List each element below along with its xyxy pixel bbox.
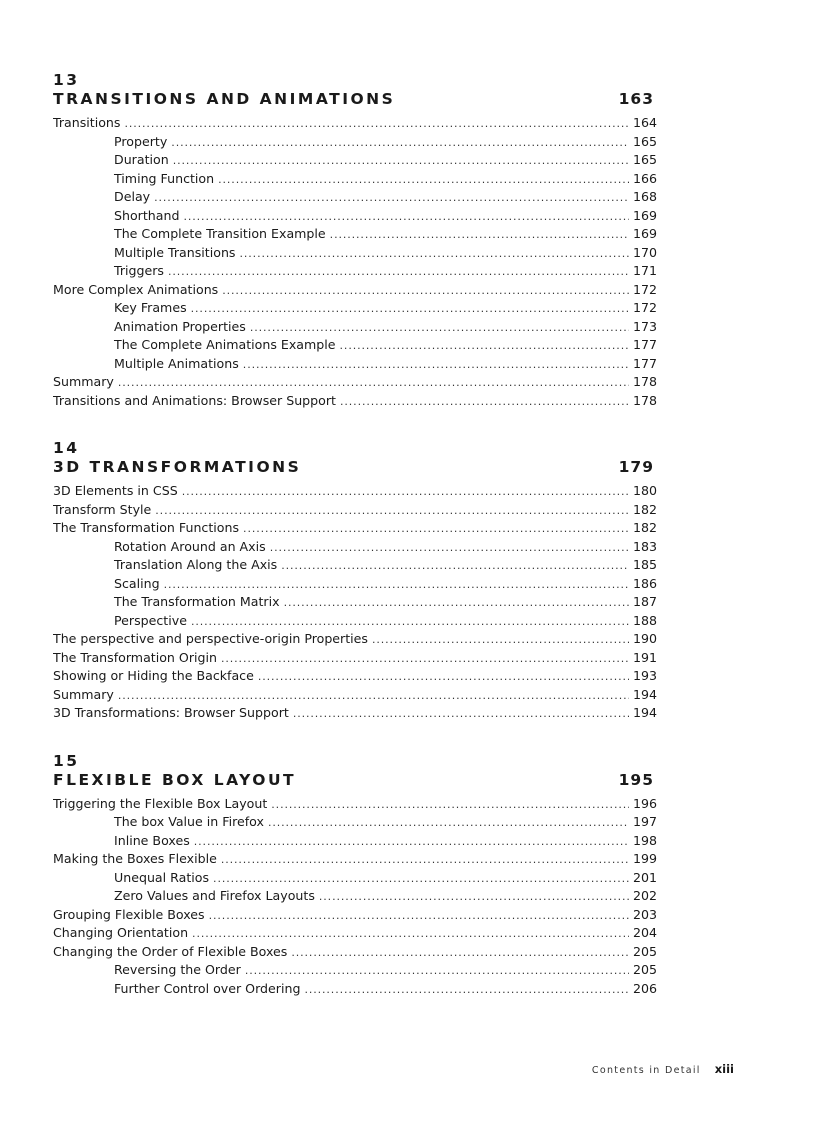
toc-entry-title: The Transformation Functions [53,520,240,535]
toc-entry-title: More Complex Animations [53,281,219,297]
dot-leader [250,319,629,337]
toc-entry-page: 205 [632,943,657,959]
toc-entry-title: Transform Style [53,501,152,517]
toc-entry-title: The Complete Transition Example [114,226,326,241]
dot-leader [245,962,629,980]
toc-entry [53,704,657,723]
toc-entry-title: Changing the Order of Flexible Boxes [53,943,288,959]
dot-leader [243,520,629,538]
toc-entry [53,482,657,501]
chapter-section [53,753,657,999]
chapter-title: TRANSITIONS AND ANIMATIONS [53,90,396,108]
toc-subentry [53,188,657,207]
toc-entry-list [53,482,657,723]
dot-leader [194,833,629,851]
toc-subentry [53,225,657,244]
dot-leader [182,483,629,501]
toc-entry-page: 185 [632,557,657,572]
chapter-title: FLEXIBLE BOX LAYOUT [53,770,297,789]
chapter-page-number: 163 [618,90,654,108]
toc-entry [53,795,657,814]
toc-entry [53,667,657,686]
toc-entry-page: 168 [632,189,657,204]
chapter-page-number: 195 [618,770,654,789]
chapter-title: 3D TRANSFORMATIONS [53,458,302,476]
toc-entry-title: The Complete Animations Example [114,337,336,352]
toc-entry-page: 196 [632,795,657,811]
dot-leader [240,245,629,263]
toc-subentry [53,151,657,170]
dot-leader [154,189,629,207]
dot-leader [319,888,629,906]
page-number: xiii [714,1062,734,1076]
toc-entry-page: 165 [632,152,657,167]
dot-leader [271,796,629,814]
toc-entry-title: The perspective and perspective-origin Properties [53,631,368,646]
toc-entry-page: 169 [632,207,657,223]
toc-subentry [53,355,657,374]
toc-entry-title: Reversing the Order [114,962,241,977]
dot-leader [340,337,629,355]
toc-entry-page: 169 [632,226,657,241]
toc-entry-page: 186 [632,575,657,591]
dot-leader [258,668,629,686]
toc-entry-title: Grouping Flexible Boxes [53,906,205,922]
toc-subentry [53,262,657,281]
toc-entry [53,630,657,649]
toc-entry-page: 180 [632,483,657,498]
toc-entry-title: Scaling [114,575,160,591]
toc-entry-title: Inline Boxes [114,832,190,848]
dot-leader [171,134,629,152]
toc-entry [53,519,657,538]
dot-leader [243,356,629,374]
toc-entry-title: 3D Elements in CSS [53,483,178,498]
chapter-number: 14 [53,439,80,457]
toc-entry-page: 177 [632,337,657,352]
toc-entry-title: Showing or Hiding the Backface [53,668,254,683]
toc-entry-title: Triggers [114,263,164,278]
dot-leader [291,944,629,962]
toc-entry-title: Further Control over Ordering [114,980,301,996]
toc-entry-title: Animation Properties [114,318,246,334]
toc-entry-title: Delay [114,189,151,204]
page-footer [592,1062,734,1076]
toc-subentry [53,887,657,906]
toc-subentry [53,980,657,999]
table-of-contents [53,72,657,1028]
toc-entry [53,114,657,133]
toc-entry-page: 183 [632,538,657,554]
toc-entry-title: The Transformation Origin [53,649,217,665]
toc-subentry [53,244,657,263]
toc-entry-page: 194 [632,705,657,720]
dot-leader [118,687,629,705]
dot-leader [330,226,629,244]
toc-entry-title: Duration [114,152,169,167]
toc-entry [53,906,657,925]
chapter-section [53,440,657,723]
chapter-page-number: 179 [618,458,654,476]
toc-entry-title: 3D Transformations: Browser Support [53,705,289,720]
toc-subentry [53,299,657,318]
toc-entry-page: 194 [632,686,657,702]
dot-leader [213,870,629,888]
toc-entry-page: 193 [632,668,657,683]
toc-subentry [53,612,657,631]
toc-entry-title: Shorthand [114,207,180,223]
toc-entry [53,850,657,869]
toc-entry-title: Transitions and Animations: Browser Support [53,392,336,408]
toc-subentry [53,813,657,832]
toc-entry-title: Multiple Transitions [114,244,236,260]
toc-entry-title: Transitions [53,115,121,130]
toc-entry-page: 166 [632,170,657,186]
toc-entry-page: 187 [632,594,657,609]
toc-entry-title: Triggering the Flexible Box Layout [53,795,268,811]
toc-entry-list [53,114,657,410]
dot-leader [221,650,629,668]
toc-entry-title: Multiple Animations [114,355,239,371]
toc-entry [53,281,657,300]
toc-subentry [53,556,657,575]
toc-entry [53,373,657,392]
toc-entry-page: 173 [632,318,657,334]
toc-entry [53,649,657,668]
dot-leader [281,557,629,575]
toc-entry-page: 171 [632,263,657,278]
toc-entry-page: 170 [632,244,657,260]
toc-subentry [53,575,657,594]
toc-entry-title: Summary [53,374,114,389]
toc-subentry [53,538,657,557]
toc-entry-page: 201 [632,869,657,885]
toc-entry-page: 197 [632,814,657,829]
toc-entry-title: Translation Along the Axis [114,557,278,572]
dot-leader [372,631,629,649]
toc-subentry [53,961,657,980]
toc-entry-title: The box Value in Firefox [114,814,264,829]
toc-entry-page: 182 [632,501,657,517]
dot-leader [221,851,629,869]
toc-subentry [53,593,657,612]
dot-leader [284,594,629,612]
toc-entry [53,501,657,520]
dot-leader [270,539,629,557]
dot-leader [192,925,629,943]
dot-leader [173,152,629,170]
toc-subentry [53,318,657,337]
toc-entry-title: Making the Boxes Flexible [53,851,217,866]
dot-leader [268,814,629,832]
toc-subentry [53,832,657,851]
toc-entry-page: 177 [632,355,657,371]
dot-leader [191,613,629,631]
dot-leader [209,907,629,925]
toc-entry-page: 199 [632,851,657,866]
toc-entry-page: 165 [632,133,657,149]
chapter-number: 15 [53,751,80,770]
dot-leader [183,208,628,226]
toc-subentry [53,170,657,189]
toc-entry-page: 190 [632,631,657,646]
toc-subentry [53,869,657,888]
toc-entry-page: 204 [632,925,657,940]
dot-leader [118,374,629,392]
toc-entry-title: The Transformation Matrix [114,594,280,609]
toc-entry-page: 182 [632,520,657,535]
dot-leader [340,393,629,411]
toc-entry-title: Property [114,133,168,149]
toc-entry-page: 188 [632,612,657,628]
toc-entry-title: Timing Function [114,170,215,186]
toc-entry-page: 202 [632,888,657,903]
toc-entry-page: 206 [632,980,657,996]
dot-leader [164,576,629,594]
chapter-section [53,72,657,410]
toc-entry-page: 191 [632,649,657,665]
toc-entry-title: Changing Orientation [53,925,189,940]
dot-leader [155,502,629,520]
toc-entry-page: 178 [632,392,657,408]
dot-leader [293,705,629,723]
toc-subentry [53,133,657,152]
toc-entry-page: 205 [632,962,657,977]
toc-subentry [53,336,657,355]
toc-entry [53,392,657,411]
dot-leader [191,300,629,318]
dot-leader [304,981,629,999]
toc-entry-page: 172 [632,281,657,297]
toc-entry [53,686,657,705]
chapter-number: 13 [53,71,80,89]
toc-entry-title: Zero Values and Firefox Layouts [114,888,315,903]
chapter-heading [53,90,657,110]
toc-entry-title: Summary [53,686,114,702]
toc-subentry [53,207,657,226]
dot-leader [124,115,628,133]
toc-entry [53,943,657,962]
chapter-heading [53,771,657,791]
dot-leader [222,282,629,300]
dot-leader [218,171,629,189]
toc-entry-title: Rotation Around an Axis [114,538,266,554]
toc-entry-page: 178 [632,374,657,389]
running-footer-label: Contents in Detail [591,1065,701,1076]
toc-entry-page: 172 [632,300,657,315]
toc-entry [53,924,657,943]
toc-entry-page: 198 [632,832,657,848]
toc-entry-title: Key Frames [114,300,187,315]
toc-entry-page: 164 [632,115,657,130]
toc-entry-title: Perspective [114,612,187,628]
chapter-heading [53,458,657,478]
toc-entry-page: 203 [632,906,657,922]
toc-entry-list [53,795,657,999]
toc-entry-title: Unequal Ratios [114,869,210,885]
dot-leader [168,263,629,281]
